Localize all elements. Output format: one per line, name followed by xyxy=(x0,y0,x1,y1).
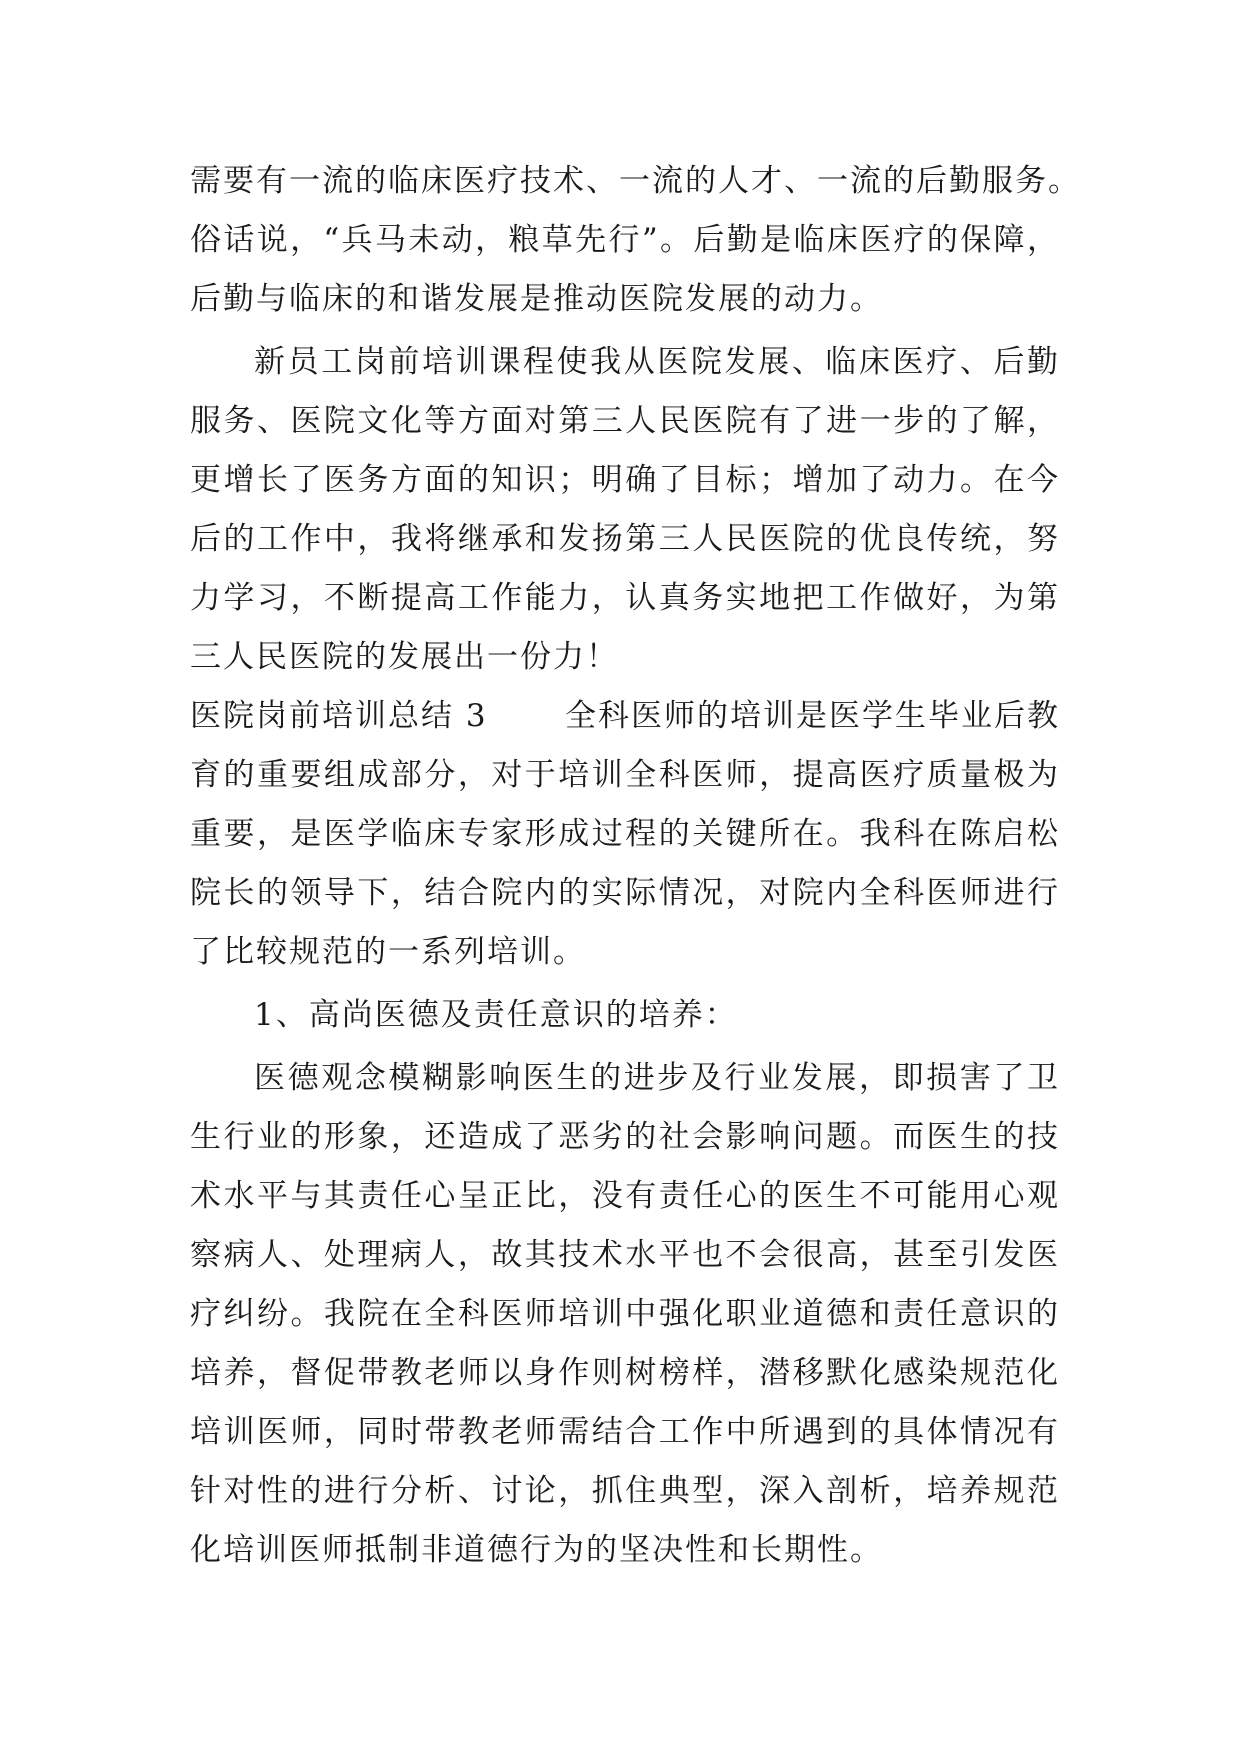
text-line: 培养，督促带教老师以身作则树榜样，潜移默化感染规范化 xyxy=(190,1355,1060,1391)
text-line: 服务、医院文化等方面对第三人民医院有了进一步的了解， xyxy=(190,403,1060,439)
section-heading-row xyxy=(190,687,1060,746)
section-title: 医院岗前培训总结 3 xyxy=(190,698,488,734)
text-line: 后的工作中，我将继承和发扬第三人民医院的优良传统，努 xyxy=(190,521,1060,557)
subheading: 1、高尚医德及责任意识的培养： xyxy=(254,997,738,1033)
text-line: 育的重要组成部分，对于培训全科医师，提高医疗质量极为 xyxy=(190,757,1060,793)
text-line: 疗纠纷。我院在全科医师培训中强化职业道德和责任意识的 xyxy=(190,1296,1060,1332)
text-line: 生行业的形象，还造成了恶劣的社会影响问题。而医生的技 xyxy=(190,1119,1060,1155)
section-first-line: 全科医师的培训是医学生毕业后教 xyxy=(565,698,1060,734)
text-line: 针对性的进行分析、讨论，抓住典型，深入剖析，培养规范 xyxy=(190,1473,1060,1509)
text-line: 后勤与临床的和谐发展是推动医院发展的动力。 xyxy=(190,281,883,317)
text-line: 更增长了医务方面的知识；明确了目标；增加了动力。在今 xyxy=(190,462,1060,498)
document-page xyxy=(190,152,1081,1580)
text-line: 需要有一流的临床医疗技术、一流的人才、一流的后勤服务。 xyxy=(190,163,1081,199)
text-line: 三人民医院的发展出一份力！ xyxy=(190,639,619,675)
text-line: 术水平与其责任心呈正比，没有责任心的医生不可能用心观 xyxy=(190,1178,1060,1214)
text-line: 力学习，不断提高工作能力，认真务实地把工作做好，为第 xyxy=(190,580,1060,616)
paragraph-first-line: 医德观念模糊影响医生的进步及行业发展，即损害了卫 xyxy=(254,1060,1060,1096)
text-line: 培训医师，同时带教老师需结合工作中所遇到的具体情况有 xyxy=(190,1414,1060,1450)
paragraph-first-line: 新员工岗前培训课程使我从医院发展、临床医疗、后勤 xyxy=(254,344,1060,380)
text-line: 察病人、处理病人，故其技术水平也不会很高，甚至引发医 xyxy=(190,1237,1060,1273)
text-line: 俗话说，“兵马未动，粮草先行”。后勤是临床医疗的保障， xyxy=(190,222,1060,258)
text-line: 重要，是医学临床专家形成过程的关键所在。我科在陈启松 xyxy=(190,816,1060,852)
text-line: 院长的领导下，结合院内的实际情况，对院内全科医师进行 xyxy=(190,875,1060,911)
text-line: 化培训医师抵制非道德行为的坚决性和长期性。 xyxy=(190,1532,883,1568)
text-line: 了比较规范的一系列培训。 xyxy=(190,934,586,970)
